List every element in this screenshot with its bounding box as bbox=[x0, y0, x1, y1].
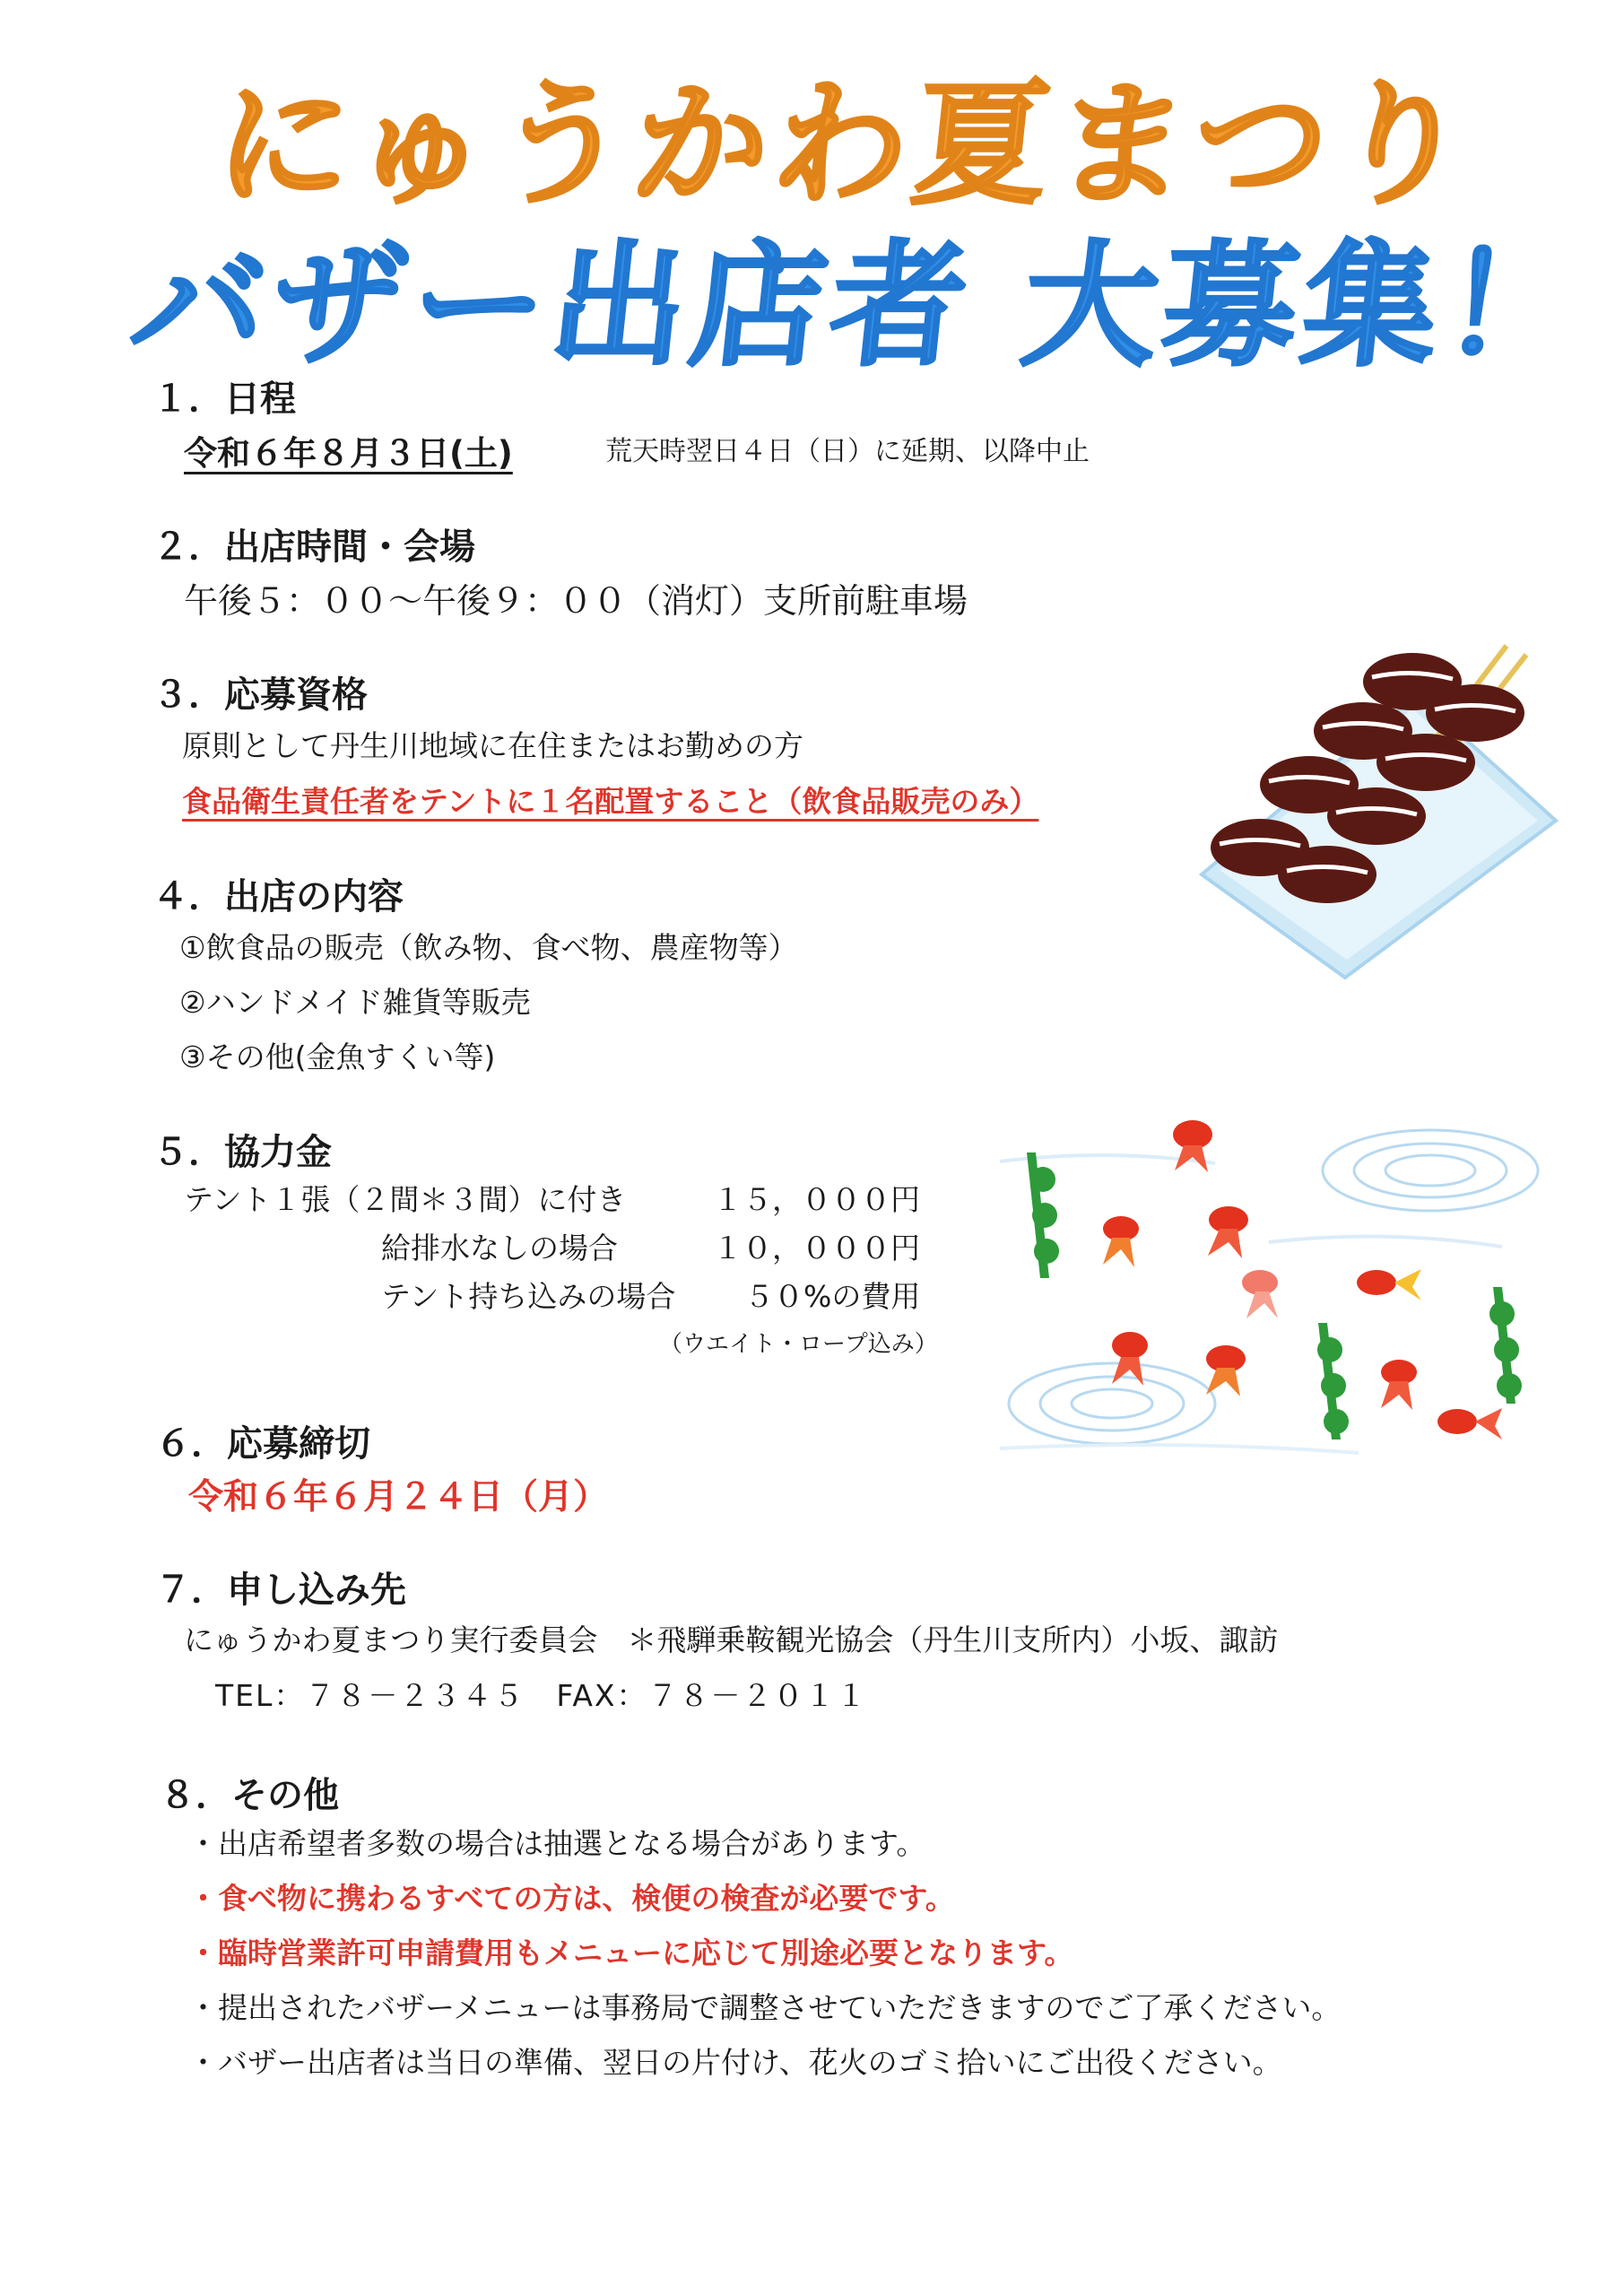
takoyaki-illustration bbox=[1193, 641, 1569, 982]
heading-time-venue: ２．出店時間・会場 bbox=[152, 526, 475, 568]
event-date: 令和６年８月３日(土) bbox=[184, 434, 513, 473]
fee-value: ５０%の費用 bbox=[744, 1279, 921, 1314]
fee-label: 給排水なしの場合 bbox=[381, 1231, 618, 1265]
heading-eligibility: ３．応募資格 bbox=[152, 674, 368, 716]
heading-fee: ５．協力金 bbox=[152, 1132, 332, 1173]
heading-content: ４．出店の内容 bbox=[152, 876, 404, 918]
fee-label: テント持ち込みの場合 bbox=[381, 1279, 676, 1314]
heading-other: ８．その他 bbox=[160, 1775, 339, 1816]
other-note: ・出店希望者多数の場合は抽選となる場合があります。 bbox=[188, 1826, 926, 1861]
content-item: ②ハンドメイド雑貨等販売 bbox=[179, 985, 531, 1020]
fee-value: １５，０００円 bbox=[713, 1182, 920, 1217]
title-line-2: バザー出店者 大募集！ bbox=[124, 229, 1592, 385]
fee-note: （ウエイト・ロープ込み） bbox=[659, 1331, 938, 1358]
fee-value: １０，０００円 bbox=[713, 1231, 920, 1265]
heading-deadline: ６．応募締切 bbox=[155, 1423, 370, 1465]
other-note-emphasis: ・臨時営業許可申請費用もメニューに応じて別途必要となります。 bbox=[188, 1935, 1074, 1970]
apply-contact: TEL：７８－２３４５ FAX：７８－２０１１ bbox=[215, 1678, 868, 1713]
fee-label: テント１張（２間＊３間）に付き bbox=[184, 1182, 627, 1217]
rain-date-note: 荒天時翌日４日（日）に延期、以降中止 bbox=[605, 436, 1090, 467]
content-item: ①飲食品の販売（飲み物、食べ物、農産物等） bbox=[179, 930, 798, 965]
time-venue-text: 午後５：００～午後９：００（消灯）支所前駐車場 bbox=[184, 581, 968, 621]
content-item: ③その他(金魚すくい等) bbox=[179, 1039, 496, 1074]
title-line-1: にゅうかわ夏まつり bbox=[209, 67, 1482, 223]
other-note: ・バザー出店者は当日の準備、翌日の片付け、花火のゴミ拾いにご出役ください。 bbox=[188, 2045, 1282, 2080]
other-note: ・提出されたバザーメニューは事務局で調整させていただきますのでご了承ください。 bbox=[188, 1990, 1342, 2025]
other-note-emphasis: ・食べ物に携わるすべての方は、検便の検査が必要です。 bbox=[188, 1881, 955, 1916]
apply-organization: にゅうかわ夏まつり実行委員会 ＊飛騨乗鞍観光協会（丹生川支所内）小坂、諏訪 bbox=[184, 1622, 1279, 1657]
heading-apply-to: ７．申し込み先 bbox=[155, 1570, 406, 1611]
food-hygiene-requirement: 食品衛生責任者をテントに１名配置すること（飲食品販売のみ） bbox=[182, 784, 1039, 819]
eligibility-text: 原則として丹生川地域に在住またはお勤めの方 bbox=[182, 728, 803, 763]
heading-schedule: １．日程 bbox=[152, 378, 296, 420]
goldfish-illustration bbox=[1000, 1099, 1574, 1475]
deadline-date: 令和６年６月２４日（月） bbox=[188, 1477, 609, 1518]
